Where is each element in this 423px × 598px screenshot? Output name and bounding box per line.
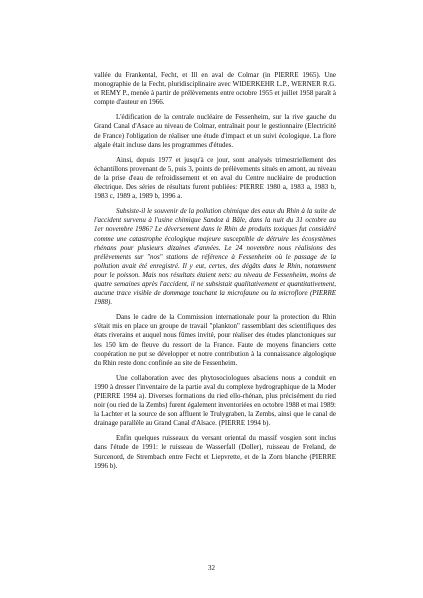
paragraph-5: Dans le cadre de la Commission internationale pour la protection du Rhin s'était mis en place un groupe de travail "plankton" rassemblant des scientifiques des états riverains et auquel nous fûmes invité, pour réaliser des études planctoniques sur les 150 km de fleuve du ressort de la France. Faute de moyens financiers cette coopération ne put se développer et notre contribution à la connaissance algologique du Rhin reste donc confinée au site de Fessenheim. — [94, 313, 336, 367]
paragraph-7: Enfin quelques ruisseaux du versant oriental du massif vosgien sont inclus dans l'étude de 1991: le ruisseau de Wasserfall (Doller), ruisseau de Freland, de Surcenord, de Strembach entre Fecht et Liepvrette, et de la Zorn blanche (PIERRE 1996 b). — [94, 434, 336, 470]
paragraph-6: Une collaboration avec des phytosociologues alsaciens nous a conduit en 1990 à dresser l'inventaire de la partie aval du complexe hydrographique de la Moder (PIERRE 1994 a). Diverses formations du ried ello-rhénan, plus précisément du ried noir (ou ried de la Zembs) furent également inventoriées en octobre 1988 et mai 1989: la Lachter et la source de son affluent le Trulygraben, la Zembs, ainsi que le canal de drainage parallèle au Grand Canal d'Alsace. (PIERRE 1994 b). — [94, 373, 336, 428]
paragraph-3: Ainsi, depuis 1977 et jusqu'à ce jour, sont analysés trimestriellement des échantillons provenant de 5, puis 3, points de prélèvements situés en amont, au niveau de la prise d'eau de refroidissement et en aval du Centre nucléaire de production électrique. Des séries de résultats furent publiées: PIERRE 1980 a, 1983 a, 1983 b, 1983 c, 1989 a, 1989 b, 1996 a. — [94, 155, 336, 201]
paragraph-1: vallée du Frankental, Fecht, et Ill en aval de Colmar (in PIERRE 1965). Une monographie de la Fecht, pluridisciplinaire avec WIDERKEHR L.P., WERNER R.G. et REMY P., menée à partir de prélèvements entre octobre 1955 et juillet 1958 paraît à compte d'auteur en 1966. — [94, 71, 336, 107]
page-number: 32 — [208, 564, 215, 572]
paragraph-4-italic: Subsiste-il le souvenir de la pollution chimique des eaux du Rhin à la suite de l'accident survenu à l'usine chimique Sandoz à Bâle, dans la nuit du 31 octobre au 1er novembre 1986? Le déversement dans le Rhin de produits toxiques fut considéré comme une catastrophe écologique majeure susceptible de détruire les écosystèmes rhénans pour plusieurs dizaines d'années. Le 24 novembre nous réalisions des prélèvements sur "nos" stations de référence à Fessenheim où le passage de la pollution avait été enregistré. Il y eut, certes, des dégâts dans le Rhin, notamment pour le poisson. Mais nos résultats étaient nets: au niveau de Fessenheim, moins de quatre semaines après l'accident, il ne subsistait qualitativement et quantitativement, aucune trace visible de dommage touchant la microfaune ou la microflore (PIERRE 1988). — [94, 207, 336, 307]
paragraph-2: L'édification de la centrale nucléaire de Fessenheim, sur la rive gauche du Grand Canal d'Asace au niveau de Colmar, entraînait pour le gestionnaire (Electricité de France) l'obligation de réaliser une étude d'impact et un suivi écologique. La flore algale était incluse dans les programmes d'études. — [94, 113, 336, 149]
body-text — [94, 71, 336, 471]
